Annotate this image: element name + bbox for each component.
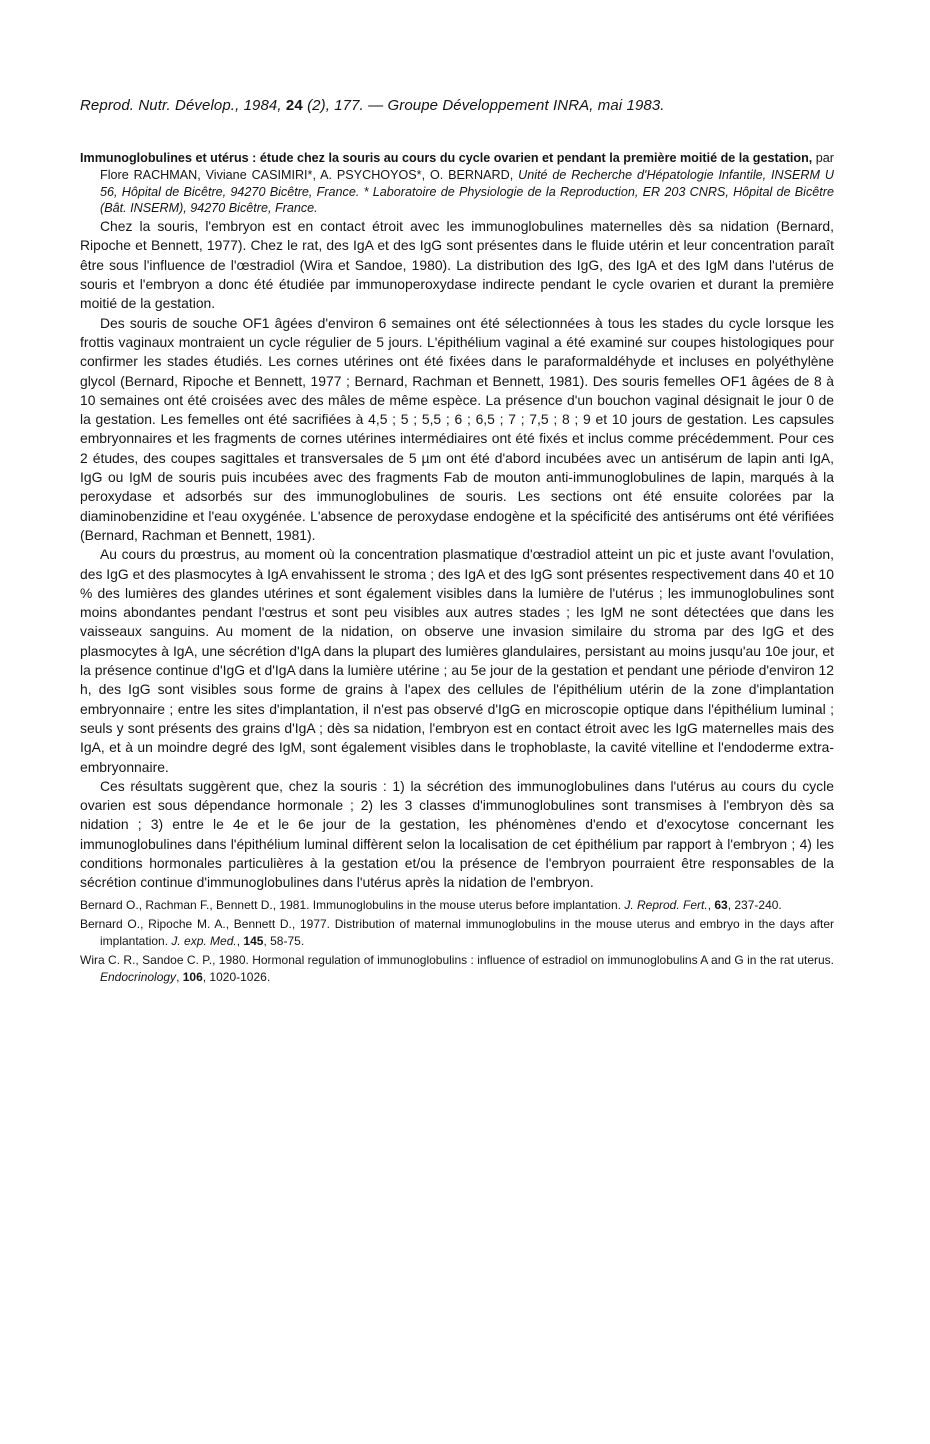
reference-journal: Endocrinology: [100, 969, 177, 984]
reference-title: Immunoglobulins in the mouse uterus before implantation.: [312, 897, 625, 912]
paragraph-results: Au cours du prœstrus, au moment où la concentration plasmatique d'œstradiol atteint un pic et juste avant l'ovulation, des IgG et des plasmocytes à IgA envahissent le stroma ; des IgA et des IgG sont présentes respectivement dans 40 et 10 % des lumières des glandes utérines et sont également visibles dans la lumière de l'utérus ; les immunoglobulines sont moins abondantes pendant l'œstrus et sont peu visibles aux autres stades ; les IgM ne sont détectées que dans les vaisseaux sanguins. Au moment de la nidation, on observe une invasion similaire du stroma par des IgG et des plasmocytes à IgA, une sécrétion d'IgA dans la plupart des lumières glandulaires, persistant au moins jusqu'au 10e jour, et la présence continue d'IgG et d'IgA dans la lumière utérine ; au 5e jour de la gestation et pendant une période d'environ 12 h, des IgG sont visibles sous forme de grains à l'apex des cellules de l'épithélium utérin de la zone d'implantation embryonnaire ; entre les sites d'implantation, il n'est pas observé d'IgG en microscopie optique dans l'épithélium luminal ; seuls y sont présents des grains d'IgA ; dès sa nidation, l'embryon est en contact étroit avec les IgG maternelles mais des IgA, et à un moindre degré des IgM, sont également visibles dans le trophoblaste, la cavité vitelline et l'endoderme extra-embryonnaire.: [80, 546, 834, 775]
paragraph-methods: Des souris de souche OF1 âgées d'environ 6 semaines ont été sélectionnées à tous les stades du cycle lorsque les frottis vaginaux montraient un cycle régulier de 5 jours. L'épithélium vaginal a été examiné sur coupes histologiques pour confirmer les stades étudiés. Les cornes utérines ont été fixées dans le paraformaldéhyde et incluses en polyéthylène glycol (Bernard, Ripoche et Bennett, 1977 ; Bernard, Rachman et Bennett, 1981). Des souris femelles OF1 âgées de 8 à 10 semaines ont été croisées avec des mâles de même espèce. La présence d'un bouchon vaginal désignait le jour 0 de la gestation. Les femelles ont été sacrifiées à 4,5 ; 5 ; 5,5 ; 6 ; 6,5 ; 7 ; 7,5 ; 8 ; 9 et 10 jours de gestation. Les capsules embryonnaires et les fragments de cornes utérines intermédiaires ont été fixés et inclus comme précédemment. Pour ces 2 études, des coupes sagittales et transversales de 5 µm ont été d'abord incubées avec un antisérum de lapin anti IgA, IgG ou IgM de souris puis incubées avec des fragments Fab de mouton anti-immunoglobulines de lapin, marqués à la peroxydase et adsorbés sur des immunoglobulines de souris. Les sections ont été ensuite colorées par la diaminobenzidine et l'eau oxygénée. L'absence de peroxydase endogène et la spécificité des antisérums ont été vérifiées (Bernard, Rachman et Bennett, 1981).: [80, 314, 834, 543]
reference-item: Bernard O., Ripoche M. A., Bennett D., 1977. Distribution of maternal immunoglobulins in the mouse uterus and embryo in the days after implantation. J. exp. Med., 145, 58-75.: [80, 917, 834, 948]
reference-pages: , 237-240.: [727, 897, 782, 912]
reference-volume: 106: [182, 969, 203, 984]
reference-title: Hormonal regulation of immunoglobulins : influence of estradiol on immunoglobulins A and G in the rat uterus.: [252, 953, 834, 968]
reference-journal: J. Reprod. Fert.: [624, 897, 708, 912]
reference-item: Wira C. R., Sandoe C. P., 1980. Hormonal regulation of immunoglobulins : influence of estradiol on immunoglobulins A and G in the rat uterus. Endocrinology, 106, 1020-1026.: [80, 953, 834, 984]
reference-authors: Wira C. R., Sandoe C. P., 1980.: [80, 953, 253, 968]
reference-journal: J. exp. Med.: [171, 933, 237, 948]
affiliation-secondary: * Laboratoire de Physiologie de la Reproduction, ER 203 CNRS, Hôpital de Bicêtre (Bât. INSERM), 94270 Bicêtre, France.: [100, 184, 834, 216]
paragraph-introduction: Chez la souris, l'embryon est en contact étroit avec les immunoglobulines maternelles dès sa nidation (Bernard, Ripoche et Bennett, 1977). Chez le rat, des IgA et des IgG sont présentes dans le fluide utérin et leur concentration paraît être sous l'influence de l'œstradiol (Wira et Sandoe, 1980). La distribution des IgG, des IgA et des IgM dans l'utérus de souris et l'embryon a donc été étudiée par immunoperoxydase indirecte pendant le cycle ovarien et durant la première moitié de la gestation.: [80, 218, 834, 312]
reference-pages: , 1020-1026.: [202, 969, 271, 984]
reference-pages: , 58-75.: [263, 933, 305, 948]
reference-volume: 63: [714, 897, 728, 912]
article-authors: par Flore RACHMAN, Viviane CASIMIRI*, A. PSYCHOYOS*, O. BERNARD,: [100, 151, 834, 182]
article-body: [80, 150, 834, 988]
journal-name: Reprod. Nutr. Dévelop.: [80, 97, 236, 114]
journal-year: , 1984,: [235, 97, 286, 114]
journal-issue-page: (2), 177. — Groupe Développement INRA, mai 1983.: [302, 97, 665, 114]
reference-title: Distribution of maternal immunoglobulins in the mouse uterus and embryo in the days after implantation.: [100, 917, 834, 948]
paragraph-conclusions: Ces résultats suggèrent que, chez la souris : 1) la sécrétion des immunoglobulines dans l'utérus au cours du cycle ovarien est sous dépendance hormonale ; 2) les 3 classes d'immunoglobulines sont transmises à l'embryon dès sa nidation ; 3) entre le 4e et le 6e jour de la gestation, les phénomènes d'endo et d'exocytose concernant les immunoglobulines dans l'épithélium luminal diffèrent selon la localisation de cet épithélium par rapport à l'embryon ; 4) les conditions hormonales particulières à la gestation et/ou la présence de l'embryon pourraient être responsables de la sécrétion continue d'immunoglobulines dans l'utérus après la nidation de l'embryon.: [80, 777, 834, 891]
reference-authors: Bernard O., Rachman F., Bennett D., 1981.: [80, 897, 313, 912]
journal-volume: 24: [285, 97, 303, 114]
reference-authors: Bernard O., Ripoche M. A., Bennett D., 1977.: [80, 917, 335, 932]
article-title-block: [80, 150, 834, 217]
affiliation-primary: Unité de Recherche d'Hépatologie Infantile, INSERM U 56, Hôpital de Bicêtre, 94270 Bicêtre, France.: [100, 167, 834, 199]
references-list: [80, 897, 834, 986]
article-title: Immunoglobulines et utérus : étude chez la souris au cours du cycle ovarien et pendant la première moitié de la gestation,: [80, 151, 813, 165]
reference-item: Bernard O., Rachman F., Bennett D., 1981. Immunoglobulins in the mouse uterus before implantation. J. Reprod. Fert., 63, 237-240.: [80, 897, 782, 912]
running-head: [80, 97, 860, 114]
reference-volume: 145: [243, 933, 264, 948]
